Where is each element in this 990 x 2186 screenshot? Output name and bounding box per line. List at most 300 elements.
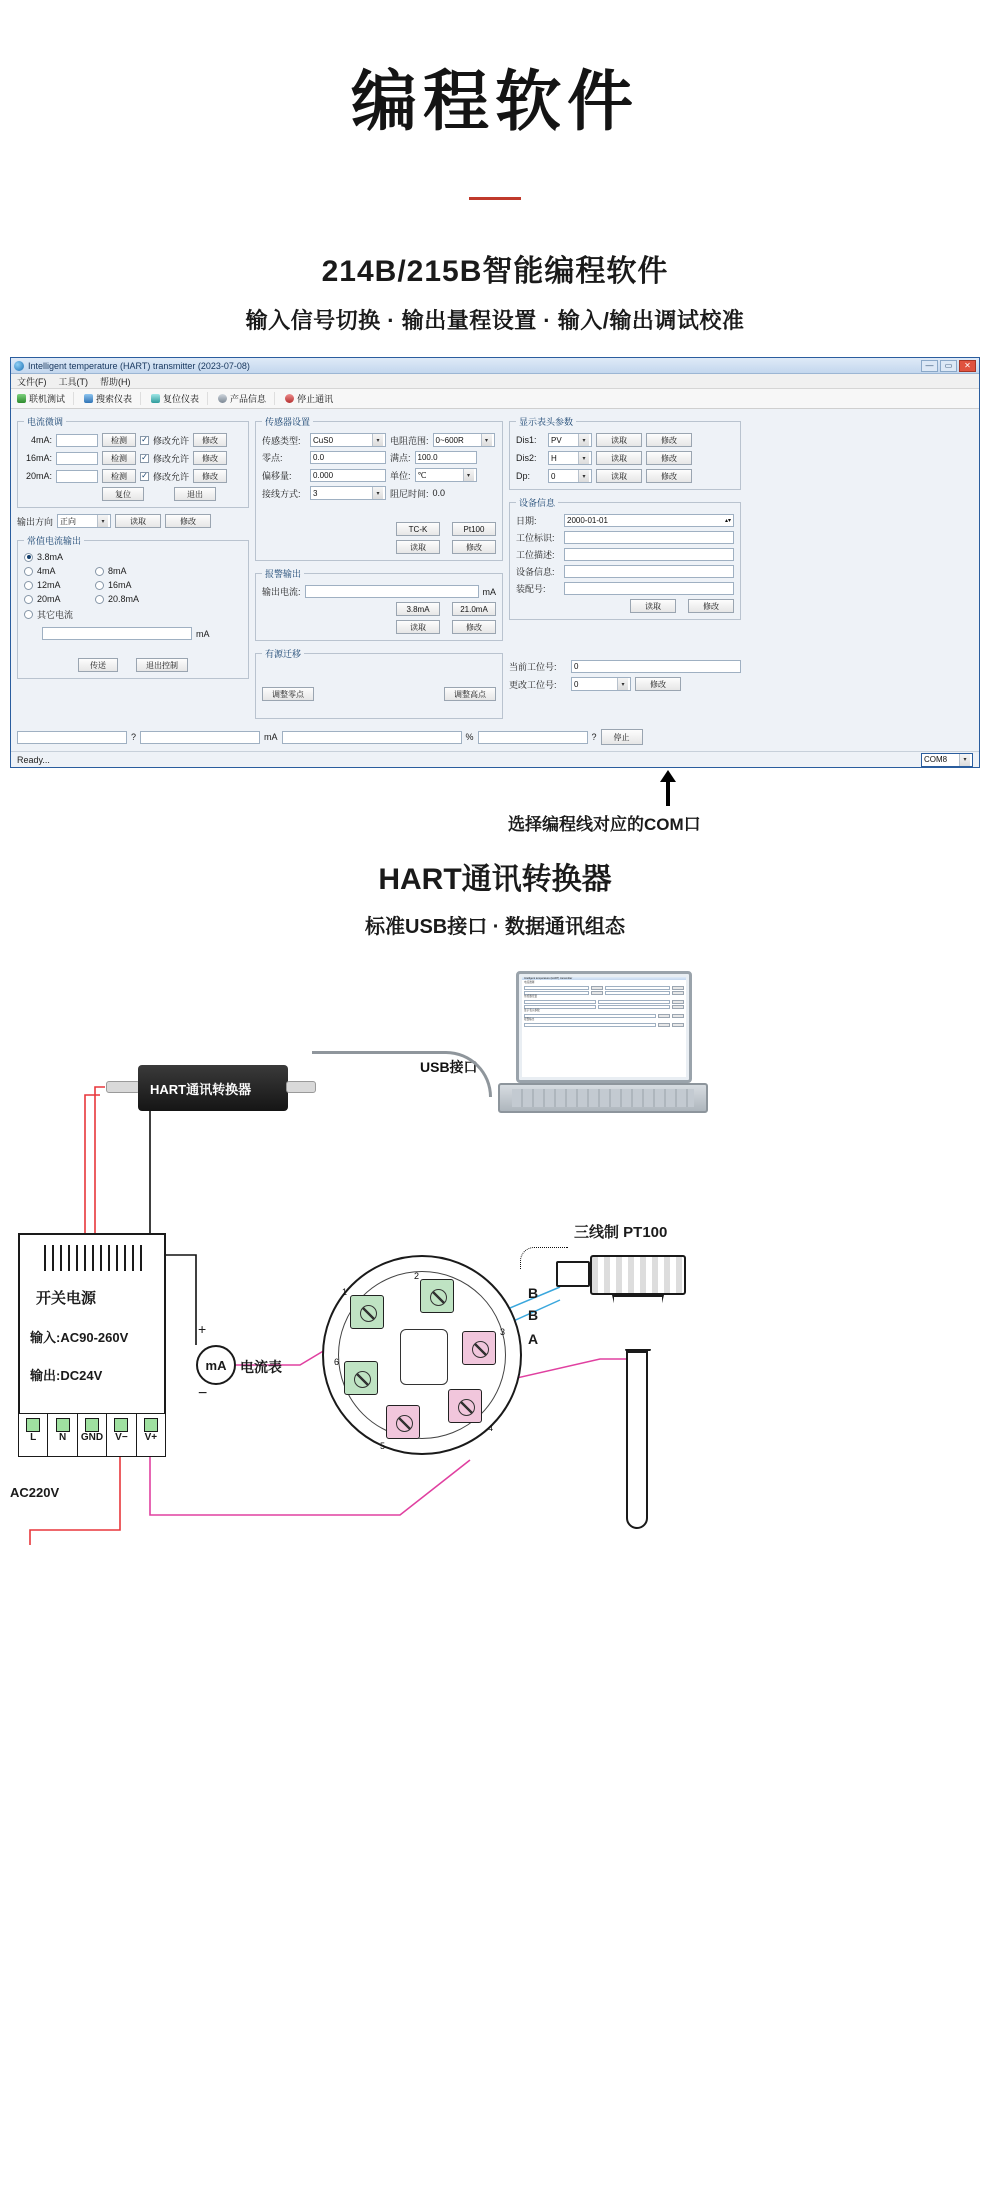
status-bar — [11, 751, 979, 767]
fine-tune-4ma-allow-label: 修改允许 — [153, 435, 190, 446]
mini-field — [598, 1005, 670, 1009]
output-direction-select[interactable] — [57, 514, 111, 528]
device-read-button[interactable]: 读取 — [630, 599, 676, 613]
transmitter-module — [322, 1255, 522, 1455]
window-controls — [921, 360, 976, 372]
unit-select[interactable] — [415, 468, 477, 482]
chevron-down-icon: ▾ — [463, 469, 474, 481]
cc-option-20p8ma-label: 20.8mA — [108, 594, 140, 604]
device-info-label: 设备信息: — [516, 567, 555, 577]
section2-title: HART通讯转换器 — [378, 863, 612, 896]
fine-tune-16ma-modify-button[interactable]: 修改 — [193, 451, 227, 465]
connect-icon — [17, 394, 26, 403]
mini-button — [672, 986, 684, 990]
screw-icon — [114, 1418, 128, 1432]
mini-window-title: Intelligent temperature (HART) transmitter — [522, 977, 686, 980]
chevron-down-icon: ▾ — [97, 515, 108, 527]
column-middle — [255, 415, 503, 719]
chevron-down-icon: ▾ — [959, 754, 970, 766]
fine-tune-4ma-modify-button[interactable]: 修改 — [193, 433, 227, 447]
wiring-select[interactable] — [310, 486, 386, 500]
dp-read-button[interactable]: 读取 — [596, 469, 642, 483]
title-bar — [11, 358, 979, 374]
device-assembly-row — [516, 582, 734, 595]
cc-option-20p8ma[interactable] — [95, 594, 139, 604]
module-terminal-2-num: 2 — [414, 1271, 420, 1281]
mini-field — [605, 986, 670, 990]
cc-option-4ma-radio[interactable] — [24, 567, 33, 576]
fine-tune-20ma-label: 20mA: — [25, 471, 52, 481]
column-right — [509, 415, 741, 691]
current-address-row — [509, 660, 741, 673]
cc-exit-control-button[interactable]: 退出控制 — [136, 658, 188, 672]
device-tag-input[interactable] — [564, 531, 734, 544]
module-core — [400, 1329, 448, 1385]
readout1-question: ? — [131, 732, 137, 742]
mini-button — [658, 1023, 670, 1027]
minimize-button[interactable]: — — [921, 360, 938, 372]
group-current-fine-tune — [17, 415, 249, 508]
analog-current-input[interactable] — [305, 585, 479, 598]
screw-icon — [26, 1418, 40, 1432]
laptop-keyboard — [512, 1089, 694, 1107]
offset-row — [262, 468, 496, 482]
chevron-down-icon: ▾ — [578, 434, 589, 446]
cc-option-4ma-label: 4mA — [37, 566, 56, 576]
group-device-info — [509, 496, 741, 620]
tool-bar — [11, 389, 979, 409]
mini-group-1: 电流微调 — [524, 981, 535, 984]
group-migration — [255, 647, 503, 719]
migration-action-row — [262, 687, 496, 701]
menu-bar — [11, 374, 979, 389]
readout2-extra-input[interactable] — [478, 731, 588, 744]
mini-button — [591, 986, 603, 990]
fine-tune-16ma-input[interactable] — [56, 452, 98, 465]
cc-option-12ma-radio[interactable] — [24, 581, 33, 590]
mini-field — [524, 1014, 656, 1018]
stop-icon — [285, 394, 294, 403]
sensor-preset-row — [262, 522, 496, 536]
psu-terminal-vminus — [106, 1413, 135, 1457]
mini-window-body — [522, 980, 686, 1028]
hart-converter — [138, 1065, 288, 1111]
module-terminal-4 — [448, 1389, 482, 1423]
chevron-down-icon: ▾ — [481, 434, 492, 446]
com-port-value: COM8 — [924, 755, 948, 764]
fine-tune-action-row — [24, 487, 242, 501]
sensor-type-select[interactable] — [310, 433, 386, 447]
sensor-action-row — [262, 540, 496, 554]
sensor-type-row — [262, 433, 496, 447]
dp-modify-button[interactable]: 修改 — [646, 469, 692, 483]
mini-button — [672, 1014, 684, 1018]
migration-zero-button[interactable]: 调整零点 — [262, 687, 314, 701]
group-analog-output-legend: 报警输出 — [265, 569, 302, 579]
menu-tools[interactable]: 工具(T) — [58, 376, 88, 387]
mini-field — [524, 1000, 596, 1004]
fine-tune-16ma-allow-label: 修改允许 — [153, 453, 190, 464]
dis1-label: Dis1: — [516, 435, 537, 445]
device-info-row — [516, 565, 734, 578]
app-screenshot — [10, 357, 980, 768]
probe-neck — [612, 1295, 664, 1351]
wiring-label: 接线方式: — [262, 488, 301, 499]
psu-terminal-n — [47, 1413, 76, 1457]
psu-vents — [44, 1245, 144, 1271]
wiring-row — [262, 486, 496, 500]
current-address-label: 当前工位号: — [509, 662, 557, 672]
mini-row-4 — [524, 1005, 684, 1009]
psu-title: 开关电源 — [36, 1290, 97, 1307]
readout2-input[interactable] — [282, 731, 462, 744]
device-desc-label: 工位描述: — [516, 550, 555, 560]
dis1-modify-button[interactable]: 修改 — [646, 433, 692, 447]
psu-terminal-vminus-label: V− — [115, 1432, 128, 1443]
polarity-plus: + — [198, 1321, 207, 1337]
analog-action-row — [262, 620, 496, 634]
fine-tune-20ma-input[interactable] — [56, 470, 98, 483]
mini-button — [591, 991, 603, 995]
bottom-readout-bar — [11, 725, 979, 751]
usb-cable — [312, 1051, 492, 1097]
mini-group-4: 报警输出 — [524, 1017, 535, 1021]
module-terminal-6 — [344, 1361, 378, 1395]
migration-full-button[interactable]: 调整高点 — [444, 687, 496, 701]
chevron-down-icon: ▾ — [578, 452, 589, 464]
group-display-params — [509, 415, 741, 490]
spinner-icon[interactable]: ▴▾ — [724, 517, 731, 524]
chevron-down-icon: ▾ — [578, 470, 589, 482]
group-display-params-legend: 显示表头参数 — [519, 417, 574, 427]
cc-option-20p8ma-radio[interactable] — [95, 595, 104, 604]
menu-help[interactable]: 帮助(H) — [100, 376, 131, 387]
cc-option-16ma-radio[interactable] — [95, 581, 104, 590]
chevron-down-icon: ▾ — [372, 434, 383, 446]
psu-terminal-block — [18, 1413, 166, 1457]
mini-row-5 — [524, 1014, 684, 1018]
change-address-select[interactable] — [571, 677, 631, 691]
screw-icon — [144, 1418, 158, 1432]
cc-action-row — [24, 658, 242, 672]
dp-value: 0 — [551, 471, 556, 481]
app-window — [10, 357, 980, 768]
output-direction-read-button[interactable]: 读取 — [115, 514, 161, 528]
fine-tune-4ma-allow-checkbox[interactable]: ✓ — [141, 435, 148, 444]
sensor-read-button[interactable]: 读取 — [396, 540, 440, 554]
window-body — [11, 409, 979, 725]
device-tag-label: 工位标识: — [516, 533, 555, 543]
module-terminal-6-num: 6 — [334, 1357, 340, 1367]
ac-source-label: AC220V — [10, 1485, 60, 1500]
mini-field — [524, 1023, 656, 1027]
mini-group-3: 显示表头参数 — [524, 1008, 540, 1012]
section-subtitle: 214B/215B智能编程软件 — [321, 255, 669, 288]
fine-tune-16ma-detect-button[interactable]: 检测 — [102, 451, 136, 465]
unit-label: 单位: — [390, 470, 411, 481]
resistance-range-label: 电阻范围: — [390, 435, 429, 446]
psu-terminal-l — [18, 1413, 47, 1457]
analog-limits-row — [262, 602, 496, 616]
hart-converter-label: HART通讯转换器 — [150, 1082, 252, 1097]
group-analog-output — [255, 567, 503, 641]
analog-modify-button[interactable]: 修改 — [452, 620, 496, 634]
cc-option-20ma[interactable] — [24, 594, 73, 604]
toolbar-reset-label: 复位仪表 — [163, 394, 200, 404]
device-desc-row — [516, 548, 734, 561]
fine-tune-20ma-detect-button[interactable]: 检测 — [102, 469, 136, 483]
current-address-value: 0 — [571, 660, 741, 673]
output-direction-modify-button[interactable]: 修改 — [165, 514, 211, 528]
psu-terminal-n-label: N — [58, 1432, 67, 1443]
screw-icon — [56, 1418, 70, 1432]
fine-tune-4ma-input[interactable] — [56, 434, 98, 447]
output-direction-row — [17, 514, 249, 528]
chevron-down-icon: ▾ — [372, 487, 383, 499]
cc-option-4ma[interactable] — [24, 566, 73, 576]
dis1-read-button[interactable]: 读取 — [596, 433, 642, 447]
page-title: 编程软件 — [351, 64, 639, 138]
cc-option-other-label: 其它电流 — [37, 610, 74, 620]
device-modify-button[interactable]: 修改 — [688, 599, 734, 613]
title-divider — [469, 197, 521, 200]
fine-tune-exit-button[interactable]: 退出 — [174, 487, 216, 501]
com-port-select[interactable] — [921, 753, 973, 767]
cc-option-8ma-radio[interactable] — [95, 567, 104, 576]
cc-option-12ma[interactable] — [24, 580, 73, 590]
mini-button — [672, 991, 684, 995]
module-terminal-1 — [350, 1295, 384, 1329]
device-date-value: 2000-01-01 — [567, 515, 608, 525]
maximize-button[interactable]: ▭ — [940, 360, 957, 372]
analog-read-button[interactable]: 读取 — [396, 620, 440, 634]
section2-description: 标准USB接口 · 数据通讯组态 — [365, 916, 625, 938]
change-address-label: 更改工位号: — [509, 679, 557, 690]
toolbar-info-label: 产品信息 — [230, 394, 267, 404]
fine-tune-16ma-allow-checkbox[interactable]: ✓ — [141, 453, 148, 462]
analog-current-label: 输出电流: — [262, 587, 301, 597]
com-note-text: 选择编程线对应的COM口 — [508, 815, 701, 834]
reset-icon — [151, 394, 160, 403]
cc-option-8ma[interactable] — [95, 566, 139, 576]
readout2-question: ? — [591, 732, 597, 742]
output-direction-value: 正向 — [60, 516, 77, 526]
arrow-stem — [666, 780, 670, 806]
toolbar-search[interactable] — [84, 392, 141, 405]
wiring-diagram — [0, 955, 990, 1555]
unit-value: ℃ — [417, 470, 427, 480]
cc-option-20ma-radio[interactable] — [24, 595, 33, 604]
probe-head — [590, 1255, 686, 1295]
address-block — [509, 660, 741, 691]
dis2-modify-button[interactable]: 修改 — [646, 451, 692, 465]
cc-option-16ma-label: 16mA — [108, 580, 132, 590]
group-constant-current-legend: 常值电流输出 — [27, 536, 82, 546]
output-direction-label: 输出方向 — [17, 516, 54, 527]
device-tag-row — [516, 531, 734, 544]
wire-label-a: A — [528, 1331, 539, 1347]
module-terminal-1-num: 1 — [342, 1287, 348, 1297]
module-terminal-3 — [462, 1331, 496, 1365]
analog-current-row — [262, 585, 496, 598]
device-assembly-label: 装配号: — [516, 584, 546, 594]
device-date-label: 日期: — [516, 516, 537, 526]
cc-option-16ma[interactable] — [95, 580, 139, 590]
zero-row — [262, 451, 496, 464]
laptop-base — [498, 1083, 708, 1113]
analog-high-limit-button[interactable]: 21.0mA — [452, 602, 496, 616]
mini-button — [672, 1005, 684, 1009]
damping-label: 阻尼时间: — [390, 488, 429, 499]
cc-option-20ma-label: 20mA — [37, 594, 61, 604]
dis2-read-button[interactable]: 读取 — [596, 451, 642, 465]
toolbar-stop[interactable] — [285, 392, 341, 405]
mini-row-3 — [524, 1000, 684, 1004]
psu-terminal-vplus — [136, 1413, 166, 1457]
fine-tune-row-16ma — [24, 451, 242, 465]
sensor-tck-button[interactable]: TC-K — [396, 522, 440, 536]
module-terminal-2 — [420, 1279, 454, 1313]
menu-file[interactable]: 文件(F) — [17, 376, 47, 387]
cc-other-input[interactable] — [42, 627, 192, 640]
cc-send-button[interactable]: 传送 — [78, 658, 118, 672]
zero-label: 零点: — [262, 453, 283, 463]
dp-select[interactable] — [548, 469, 592, 483]
group-constant-current-output — [17, 534, 249, 679]
change-address-modify-button[interactable]: 修改 — [635, 677, 681, 691]
fine-tune-16ma-label: 16mA: — [25, 453, 52, 463]
device-assembly-input[interactable] — [564, 582, 734, 595]
dis1-select[interactable] — [548, 433, 592, 447]
wire-label-b2: B — [528, 1307, 539, 1323]
damping-value: 0.0 — [432, 488, 446, 498]
laptop-screen-content — [522, 977, 686, 1077]
cc-option-8ma-label: 8mA — [108, 566, 127, 576]
cc-option-12ma-label: 12mA — [37, 580, 61, 590]
readout1-unit: mA — [264, 732, 278, 742]
toolbar-stop-label: 停止通讯 — [297, 394, 334, 404]
mini-group-2: 传感器设置 — [524, 994, 537, 998]
readout2-unit: % — [465, 732, 474, 742]
toolbar-connect-label: 联机测试 — [29, 394, 66, 404]
stop-button[interactable]: 停止 — [601, 729, 643, 745]
cc-option-3p8ma-label: 3.8mA — [37, 552, 64, 562]
mini-field — [598, 1000, 670, 1004]
fine-tune-reset-button[interactable]: 复位 — [102, 487, 144, 501]
dis2-value: H — [551, 453, 557, 463]
cc-other-row — [24, 627, 242, 640]
psu-input-label: 输入:AC90-260V — [30, 1330, 129, 1345]
hart-cable-right — [286, 1081, 316, 1093]
wire-label-b1: B — [528, 1285, 539, 1301]
cc-option-other-radio[interactable] — [24, 610, 33, 619]
com-port-callout — [0, 770, 990, 840]
laptop — [498, 971, 708, 1121]
group-current-fine-tune-legend: 电流微调 — [27, 417, 64, 427]
dis2-select[interactable] — [548, 451, 592, 465]
polarity-minus: − — [198, 1385, 208, 1402]
display-row-dis2 — [516, 451, 734, 465]
fine-tune-row-4ma — [24, 433, 242, 447]
cc-option-3p8ma-radio[interactable] — [24, 553, 33, 562]
group-migration-legend: 有源迁移 — [265, 649, 302, 659]
search-icon — [84, 394, 93, 403]
device-action-row — [516, 599, 734, 613]
mini-field — [605, 991, 670, 995]
fine-tune-4ma-label: 4mA: — [30, 435, 52, 445]
device-info-input[interactable] — [564, 565, 734, 578]
fine-tune-4ma-detect-button[interactable]: 检测 — [102, 433, 136, 447]
readout1-extra-input[interactable] — [140, 731, 260, 744]
change-address-row — [509, 677, 741, 691]
screw-icon — [85, 1418, 99, 1432]
group-device-info-legend: 设备信息 — [519, 498, 556, 508]
sensor-modify-button[interactable]: 修改 — [452, 540, 496, 554]
psu-output-label: 输出:DC24V — [30, 1368, 103, 1383]
offset-input[interactable]: 0.000 — [310, 469, 386, 482]
laptop-screen — [516, 971, 692, 1083]
probe-stem — [626, 1351, 648, 1529]
offset-label: 偏移量: — [262, 470, 292, 481]
sensor-type-label: 传感类型: — [262, 435, 301, 446]
dis1-value: PV — [551, 435, 562, 445]
resistance-range-select[interactable] — [433, 433, 495, 447]
section-description: 输入信号切换 · 输出量程设置 · 输入/输出调试校准 — [245, 308, 745, 333]
power-supply — [18, 1233, 166, 1433]
fine-tune-20ma-allow-label: 修改允许 — [153, 471, 190, 482]
display-row-dis1 — [516, 433, 734, 447]
window-title: Intelligent temperature (HART) transmitter (2023-07-08) — [28, 360, 250, 371]
full-input[interactable]: 100.0 — [415, 451, 477, 464]
resistance-range-value: 0~600R — [435, 435, 464, 445]
module-terminal-3-num: 3 — [500, 1327, 506, 1337]
psu-terminal-gnd — [77, 1413, 106, 1457]
chevron-down-icon: ▾ — [617, 678, 628, 690]
toolbar-connect[interactable] — [17, 392, 74, 405]
mini-field — [524, 986, 589, 990]
fine-tune-20ma-allow-checkbox[interactable]: ✓ — [141, 471, 148, 480]
psu-terminal-vplus-label: V+ — [144, 1432, 158, 1443]
probe-connector — [556, 1261, 590, 1287]
wiring-value: 3 — [313, 488, 318, 498]
device-desc-input[interactable] — [564, 548, 734, 561]
fine-tune-20ma-modify-button[interactable]: 修改 — [193, 469, 227, 483]
sensor-type-value: CuS0 — [313, 435, 334, 445]
mini-button — [658, 1014, 670, 1018]
cc-option-other[interactable] — [24, 608, 73, 621]
device-date-input[interactable] — [564, 514, 734, 527]
sensor-pt100-button[interactable]: Pt100 — [452, 522, 496, 536]
toolbar-info[interactable] — [218, 392, 275, 405]
psu-terminal-l-label: L — [30, 1432, 37, 1443]
mini-row-6 — [524, 1023, 684, 1027]
cc-option-3p8ma[interactable] — [24, 552, 73, 562]
fine-tune-row-20ma — [24, 469, 242, 483]
zero-input[interactable]: 0.0 — [310, 451, 386, 464]
column-left — [17, 415, 249, 679]
analog-current-unit: mA — [482, 586, 496, 597]
hart-cable-left — [106, 1081, 140, 1093]
toolbar-reset[interactable] — [151, 392, 208, 405]
analog-low-limit-button[interactable]: 3.8mA — [396, 602, 440, 616]
readout1-input[interactable] — [17, 731, 127, 744]
module-terminal-5-num: 5 — [380, 1441, 386, 1451]
close-button[interactable]: ✕ — [959, 360, 976, 372]
current-meter: mA — [196, 1345, 236, 1385]
device-date-row — [516, 514, 734, 527]
module-terminal-4-num: 4 — [488, 1423, 494, 1433]
change-address-value: 0 — [574, 679, 579, 689]
